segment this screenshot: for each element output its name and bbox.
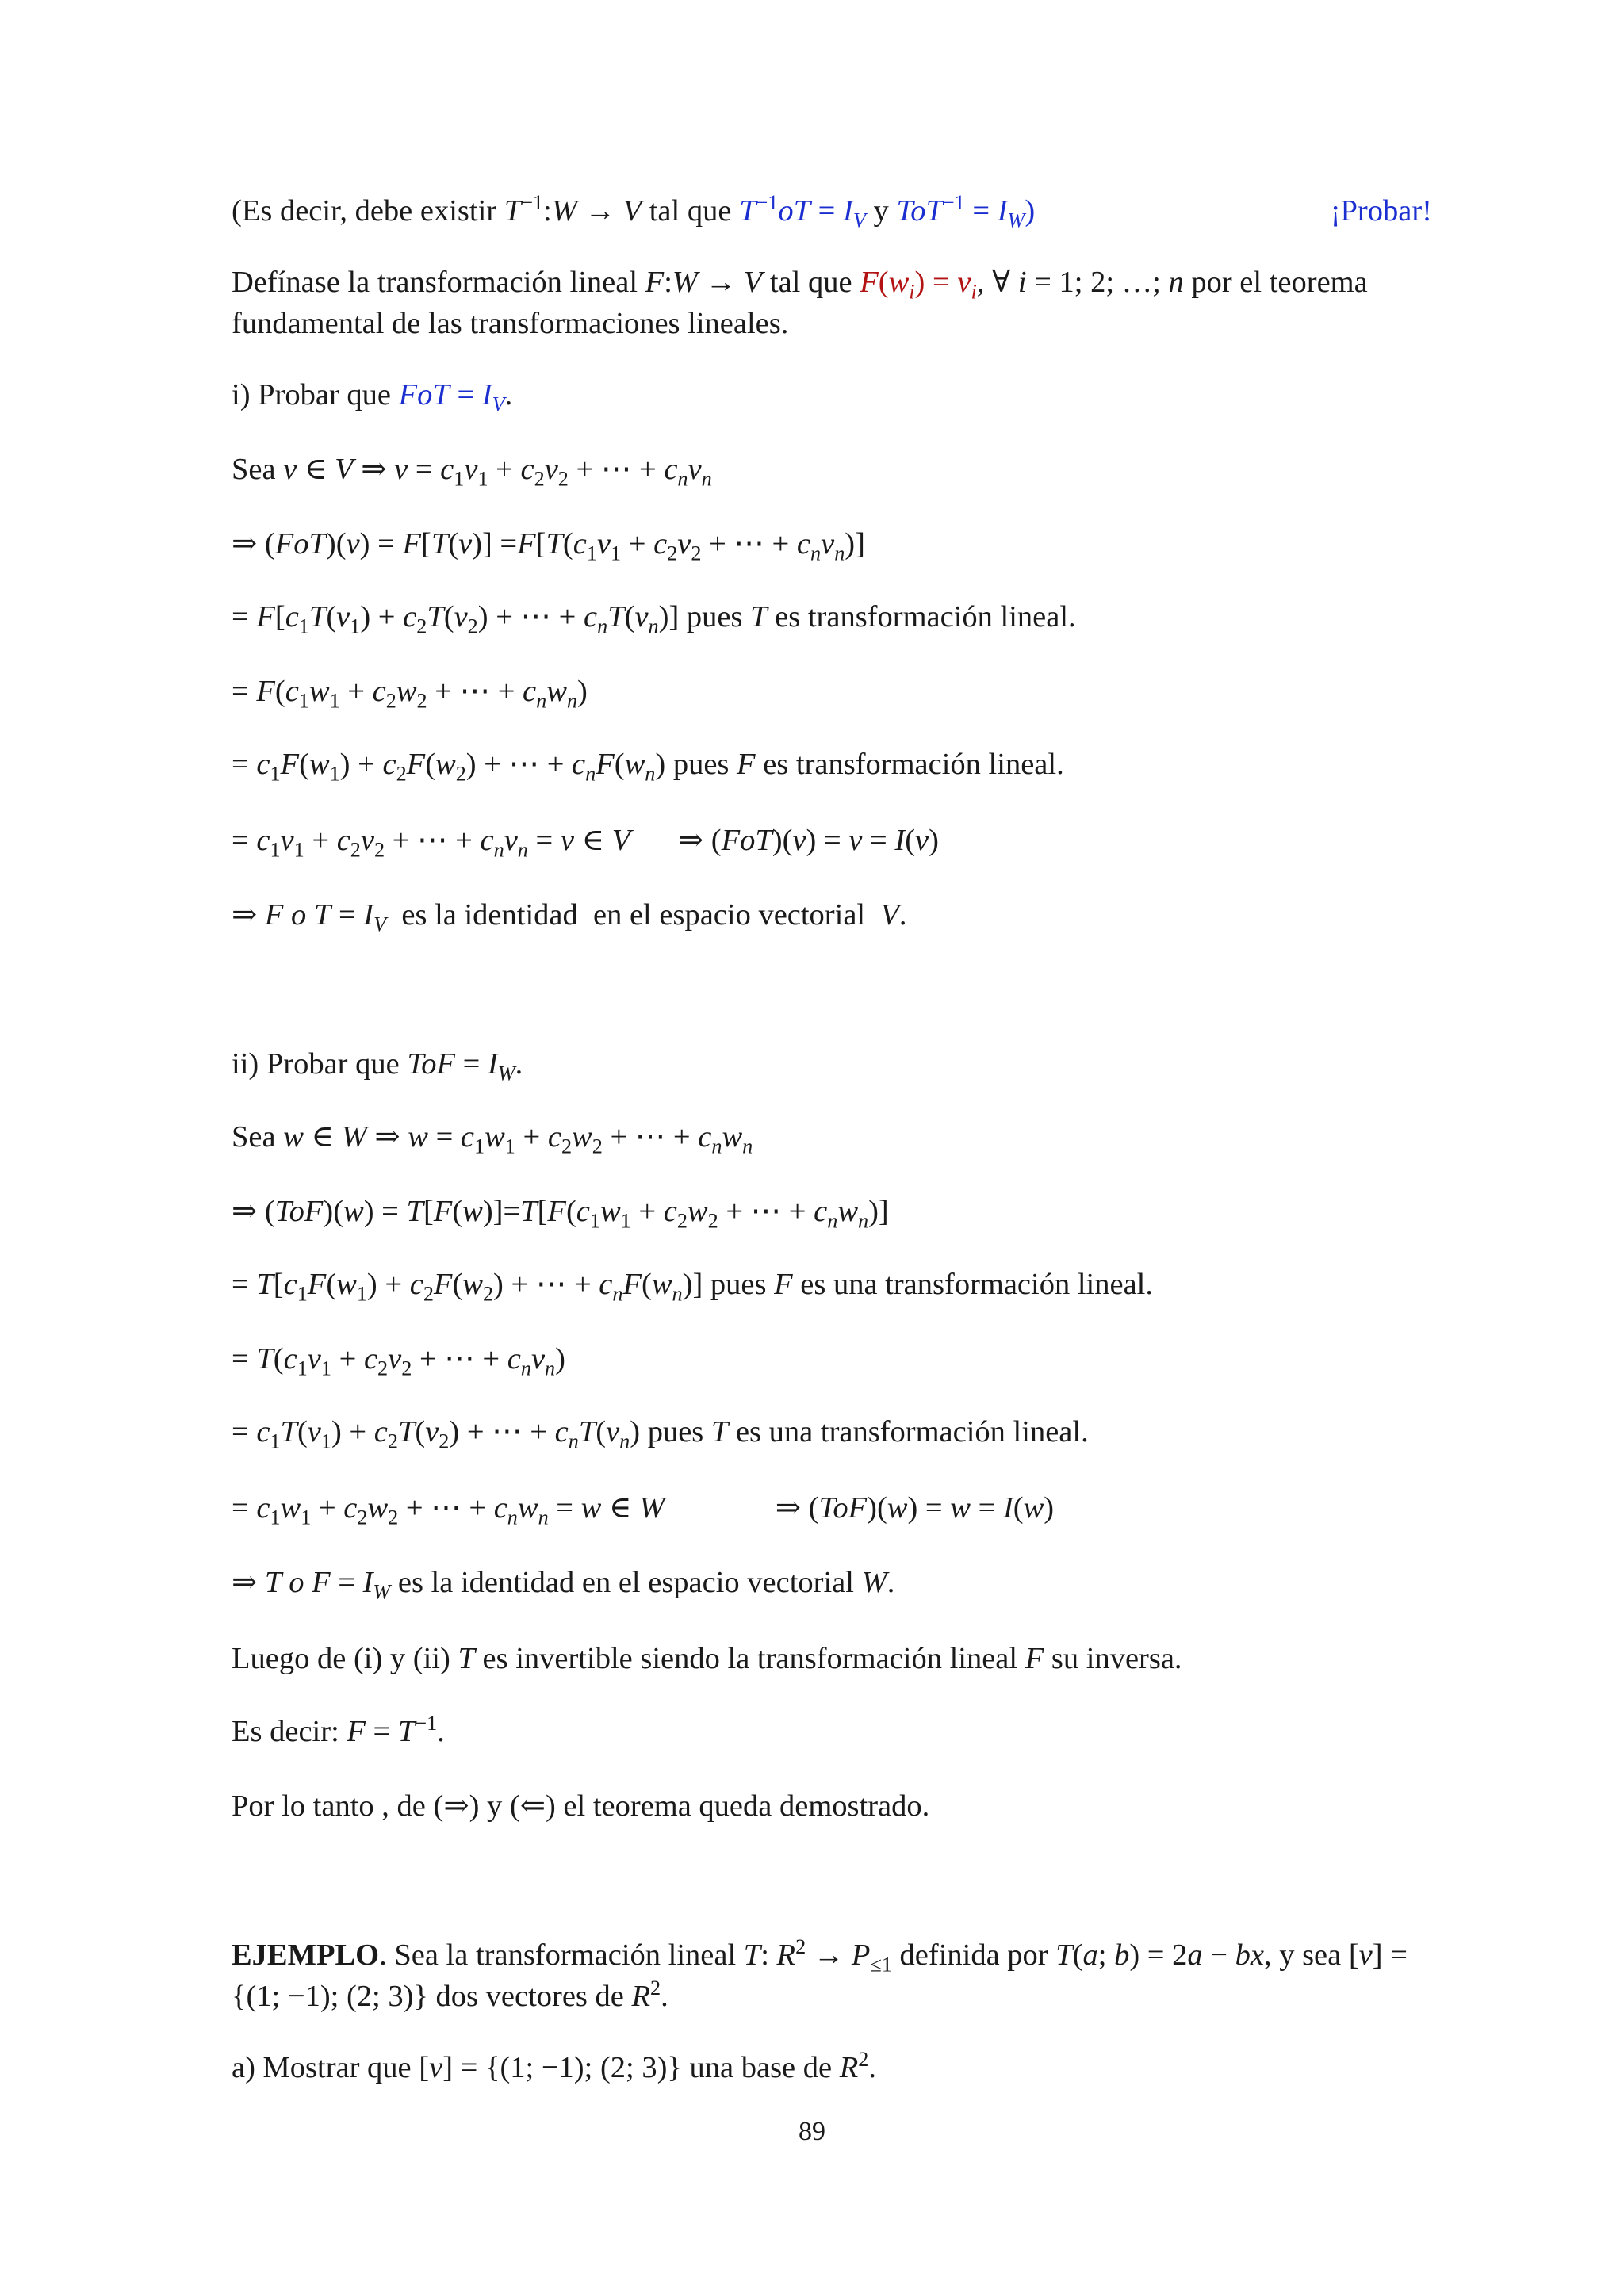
text-line-19: Luego de (i) y (ii) T es invertible siendo la transformación lineal F su inversa. [232, 1642, 1182, 1675]
text-line-12: Sea w ∈ W ⇒ $w = c_1w_1 + c_2w_2$ + ⋯ + $c_nw_n$ [232, 1120, 753, 1158]
text-line-15: = $T(c_1v_1 + c_2v_2$ + ⋯ + $c_nv_n$) [232, 1342, 565, 1380]
text-line-5: ⇒ $(FoT)(v) = F[T(v)] =F[T(c_1v_1 + c_2v_2$ + ⋯ + $c_nv_n$)] [232, 527, 865, 565]
page-number: 89 [799, 2117, 825, 2146]
text-line-16: = $c_1T(v_1) + c_2T(v_2)$ + ⋯ + $c_nT(v_n)$ pues T es una transformación lineal. [232, 1415, 1089, 1453]
example-paragraph: EJEMPLO. Sea la transformación lineal T: $R^2 \to P_{\le 1}$ definida por T(a; b) = 2a − bx, y sea [v] = {(1; −1); (2; 3)} dos vectores de $R^2$. [232, 1935, 1408, 2013]
text-line-4: Sea v ∈ V ⇒ $v = c_1v_1 + c_2v_2$ + ⋯ + $c_nv_n$ [232, 453, 712, 491]
text-line-20: Es decir: $F = T^{-1}$. [232, 1712, 445, 1748]
text-line-1: (Es decir, debe existir $T^{-1}:W \to V$ tal que $T^{-1}oT = I_V$ y $ToT^{-1} = I_W$) ¡Probar! [232, 191, 1432, 232]
text-line-14: = $T[c_1F(w_1) + c_2F(w_2)$ + ⋯ + $c_nF(w_n)$] pues F es una transformación lineal. [232, 1268, 1153, 1306]
text-line-6: = $F[c_1T(v_1) + c_2T(v_2)$ + ⋯ + $c_nT(v_n)$] pues T es transformación lineal. [232, 600, 1076, 638]
text-line-3: i) Probar que FoT = $I_V$. [232, 378, 513, 416]
text-line-11: ii) Probar que ToF = $I_W$. [232, 1047, 523, 1085]
text-line-17: = $c_1w_1 + c_2w_2$ + ⋯ + $c_nw_n = w$ ∈ W ⇒ (ToF)(w) = w = I(w) [232, 1491, 1055, 1529]
text-line-23: a) Mostrar que [v] = {(1; −1); (2; 3)} una base de $R^2$. [232, 2048, 876, 2084]
text-line-2: Defínase la transformación lineal F:W → V tal que $F(w_i) = v_i$, ∀ i = 1; 2; …; n por el teorema fundamental de las transformaciones lineales. [232, 266, 1368, 340]
text-line-9: = $c_1v_1 + c_2v_2$ + ⋯ + $c_nv_n = v$ ∈ V ⇒ (FoT)(v) = v = I(v) [232, 824, 939, 862]
text-line-18: ⇒ T o $F = I_W$ es la identidad en el espacio vectorial W. [232, 1566, 895, 1604]
text-line-13: ⇒ $(ToF)(w) = T[F(w)]=T[F(c_1w_1 + c_2w_2$ + ⋯ + $c_nw_n$)] [232, 1195, 889, 1233]
probar-note: ¡Probar! [1330, 194, 1432, 228]
text-line-10: ⇒ F o $T = I_V$ es la identidad en el espacio vectorial V. [232, 898, 907, 936]
text-line-7: = $F(c_1w_1 + c_2w_2$ + ⋯ + $c_nw_n$) [232, 675, 588, 713]
text-line-8: = $c_1F(w_1) + c_2F(w_2)$ + ⋯ + $c_nF(w_n)$ pues F es transformación lineal. [232, 748, 1064, 786]
text-line-21: Por lo tanto , de (⇒) y (⇐) el teorema queda demostrado. [232, 1789, 930, 1823]
